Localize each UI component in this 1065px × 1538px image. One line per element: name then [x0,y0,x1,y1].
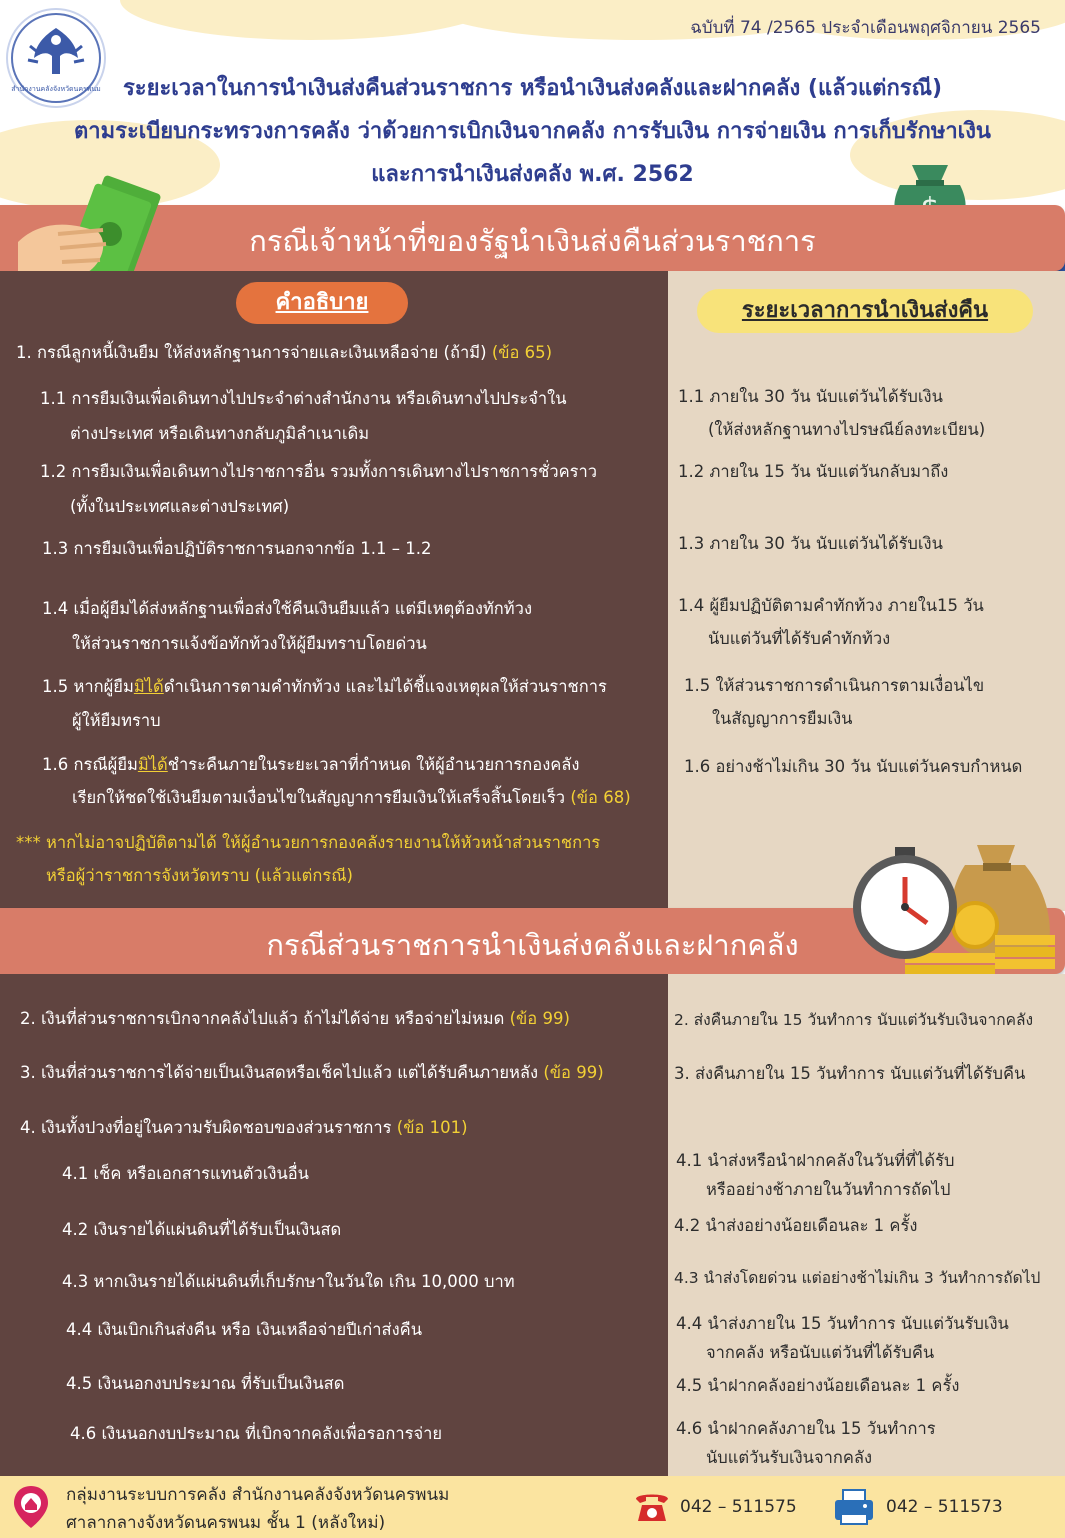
item-1-2-line2: (ทั้งในประเทศและต่างประเทศ) [70,497,290,516]
item-1-1-line2: ต่างประเทศ หรือเดินทางกลับภูมิลำเนาเดิม [70,424,370,443]
item-3: 3. เงินที่ส่วนราชการได้จ่ายเป็นเงินสดหรือเช็คไปแล้ว แต่ได้รับคืนภายหลัง (ข้อ 99) [20,1063,604,1082]
r-4-1-line2: หรืออย่างช้าภายในวันทำการถัดไป [706,1180,951,1199]
r-1-3: 1.3 ภายใน 30 วัน นับแต่วันได้รับเงิน [678,534,943,553]
item-1: 1. กรณีลูกหนี้เงินยืม ให้ส่งหลักฐานการจ่ายและเงินเหลือจ่าย (ถ้ามี) (ข้อ 65) [16,343,553,362]
logo-caption: สำนักงานคลังจังหวัดนครพนม [11,85,101,93]
r-1-4-line2: นับแต่วันที่ได้รับคำทักท้วง [708,629,891,648]
section1-title: กรณีเจ้าหน้าที่ของรัฐนำเงินส่งคืนส่วนราชการ [249,224,816,258]
item-2: 2. เงินที่ส่วนราชการเบิกจากคลังไปแล้ว ถ้าไม่ได้จ่าย หรือจ่ายไม่หมด (ข้อ 99) [20,1009,570,1028]
telephone-icon [632,1489,672,1525]
title-line-3: และการนำเงินส่งคลัง พ.ศ. 2562 [371,162,694,187]
item-1-5-line2: ผู้ให้ยืมทราบ [72,711,161,730]
item-4-4: 4.4 เงินเบิกเกินส่งคืน หรือ เงินเหลือจ่ายปีเก่าส่งคืน [66,1320,422,1339]
issue-number: ฉบับที่ 74 /2565 ประจำเดือนพฤศจิกายน 2565 [690,18,1041,38]
phone-number: 042 – 511575 [680,1497,797,1517]
note-line2: หรือผู้ว่าราชการจังหวัดทราบ (แล้วแต่กรณี) [46,866,353,885]
r-4-2: 4.2 นำส่งอย่างน้อยเดือนละ 1 ครั้ง [674,1216,918,1235]
item-1-2-line1: 1.2 การยืมเงินเพื่อเดินทางไปราชการอื่น รวมทั้งการเดินทางไปราชการชั่วคราว [40,462,598,481]
clock-coins-icon [845,835,1060,975]
r-1-2: 1.2 ภายใน 15 วัน นับแต่วันกลับมาถึง [678,462,949,481]
fax-number: 042 – 511573 [886,1497,1003,1517]
item-1-4-line1: 1.4 เมื่อผู้ยืมได้ส่งหลักฐานเพื่อส่งใช้คืนเงินยืมแล้ว แต่มีเหตุต้องทักท้วง [42,599,532,618]
r-4-6-line2: นับแต่วันรับเงินจากคลัง [706,1448,873,1467]
item-1-3: 1.3 การยืมเงินเพื่อปฏิบัติราชการนอกจากข้อ 1.1 – 1.2 [42,539,432,558]
item-1-6-line2: เรียกให้ชดใช้เงินยืมตามเงื่อนไขในสัญญาการยืมเงินให้เสร็จสิ้นโดยเร็ว (ข้อ 68) [72,788,631,807]
section2-title: กรณีส่วนราชการนำเงินส่งคลังและฝากคลัง [266,928,799,962]
r-4-5: 4.5 นำฝากคลังอย่างน้อยเดือนละ 1 ครั้ง [676,1376,960,1395]
r-1-5-line2: ในสัญญาการยืมเงิน [712,709,853,728]
r-1-1-line2: (ให้ส่งหลักฐานทางไปรษณีย์ลงทะเบียน) [708,420,986,439]
item-1-5-line1: 1.5 หากผู้ยืมมิได้ดำเนินการตามคำทักท้วง และไม่ได้ชี้แจงเหตุผลให้ส่วนราชการ [42,677,607,696]
item-1-6-line1: 1.6 กรณีผู้ยืมมิได้ชำระคืนภายในระยะเวลาที่กำหนด ให้ผู้อำนวยการกองคลัง [42,755,580,774]
note-line1: *** หากไม่อาจปฏิบัติตามได้ ให้ผู้อำนวยการกองคลังรายงานให้หัวหน้าส่วนราชการ [16,833,601,852]
item-4-3: 4.3 หากเงินรายได้แผ่นดินที่เก็บรักษาในวันใด เกิน 10,000 บาท [62,1272,515,1291]
r-2: 2. ส่งคืนภายใน 15 วันทำการ นับแต่วันรับเงินจากคลัง [674,1011,1034,1029]
r-4-4-line2: จากคลัง หรือนับแต่วันที่ได้รับคืน [706,1343,935,1362]
r-4-1-line1: 4.1 นำส่งหรือนำฝากคลังในวันที่ที่ได้รับ [676,1151,955,1170]
r-3: 3. ส่งคืนภายใน 15 วันทำการ นับแต่วันที่ได้รับคืน [674,1064,1026,1083]
item-4: 4. เงินทั้งปวงที่อยู่ในความรับผิดชอบของส่วนราชการ (ข้อ 101) [20,1118,468,1137]
right-heading: ระยะเวลาการนำเงินส่งคืน [697,289,1033,333]
title-line-1: ระยะเวลาในการนำเงินส่งคืนส่วนราชการ หรือนำเงินส่งคลังและฝากคลัง (แล้วแต่กรณี) [122,76,943,101]
footer-line1: กลุ่มงานระบบการคลัง สำนักงานคลังจังหวัดนครพนม [66,1485,450,1505]
r-1-6: 1.6 อย่างช้าไม่เกิน 30 วัน นับแต่วันครบกำหนด [684,757,1023,776]
title-line-2: ตามระเบียบกระทรวงการคลัง ว่าด้วยการเบิกเงินจากคลัง การรับเงิน การจ่ายเงิน การเก็บรักษาเงิน [74,119,991,144]
location-pin-icon [12,1484,50,1530]
item-4-2: 4.2 เงินรายได้แผ่นดินที่ได้รับเป็นเงินสด [62,1220,342,1239]
r-1-5-line1: 1.5 ให้ส่วนราชการดำเนินการตามเงื่อนไข [684,676,985,695]
item-1-1-line1: 1.1 การยืมเงินเพื่อเดินทางไปประจำต่างสำนักงาน หรือเดินทางไปประจำใน [40,389,567,408]
r-4-3: 4.3 นำส่งโดยด่วน แต่อย่างช้าไม่เกิน 3 วันทำการถัดไป [674,1269,1041,1287]
item-4-1: 4.1 เช็ค หรือเอกสารแทนตัวเงินอื่น [62,1164,309,1183]
left-heading: คำอธิบาย [236,282,408,324]
r-1-1-line1: 1.1 ภายใน 30 วัน นับแต่วันได้รับเงิน [678,387,943,406]
item-4-6: 4.6 เงินนอกงบประมาณ ที่เบิกจากคลังเพื่อรอการจ่าย [70,1424,443,1443]
fax-icon [833,1488,875,1526]
item-4-5: 4.5 เงินนอกงบประมาณ ที่รับเป็นเงินสด [66,1374,345,1393]
footer-line2: ศาลากลางจังหวัดนครพนม ชั้น 1 (หลังใหม่) [66,1513,386,1533]
r-4-6-line1: 4.6 นำฝากคลังภายใน 15 วันทำการ [676,1419,936,1438]
r-4-4-line1: 4.4 นำส่งภายใน 15 วันทำการ นับแต่วันรับเงิน [676,1314,1009,1333]
item-1-4-line2: ให้ส่วนราชการแจ้งข้อทักท้วงให้ผู้ยืมทราบโดยด่วน [72,634,427,653]
r-1-4-line1: 1.4 ผู้ยืมปฏิบัติตามคำทักท้วง ภายใน15 วัน [678,596,984,615]
